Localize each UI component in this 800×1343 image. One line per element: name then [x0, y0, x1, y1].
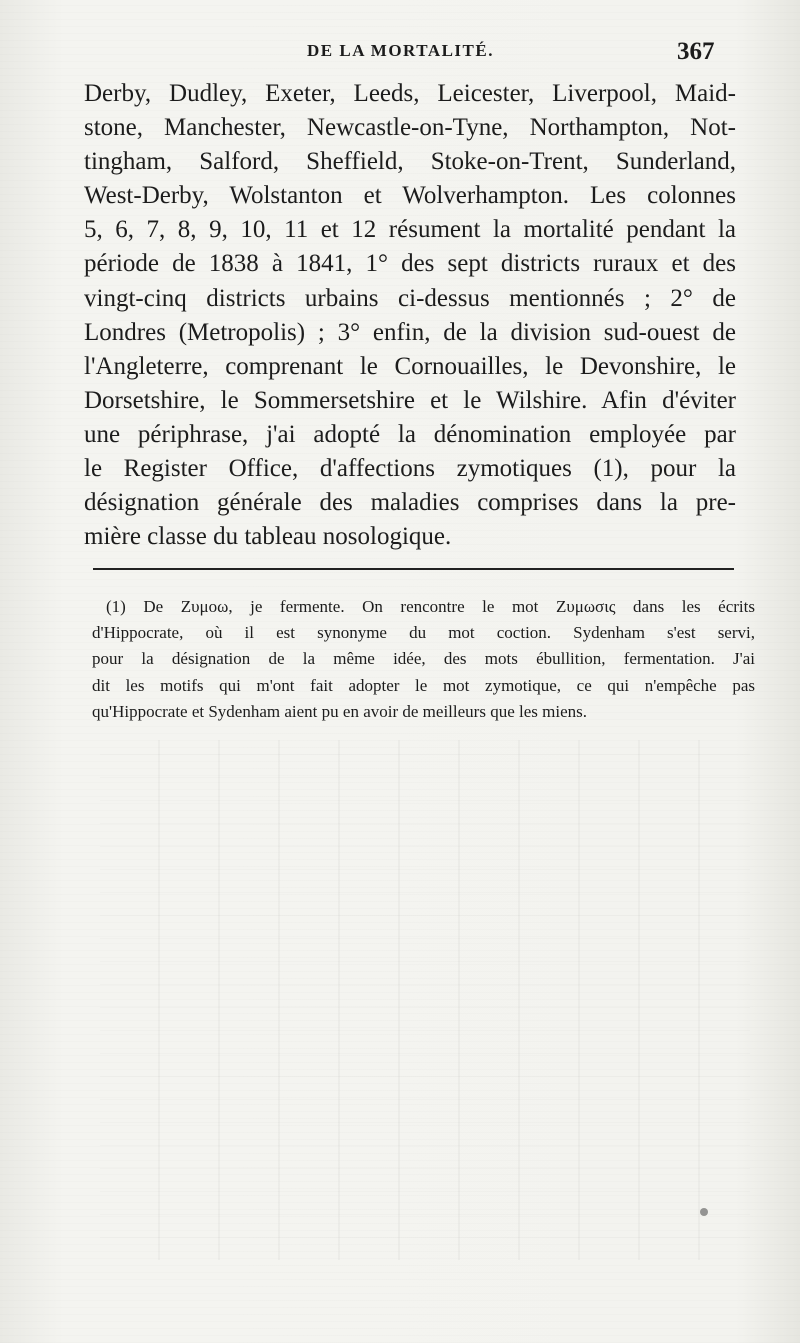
body-line: période de 1838 à 1841, 1° des sept districts ruraux et des [84, 250, 736, 278]
ink-spot [700, 1208, 708, 1216]
footnote-line: d'Hippocrate, où il est synonyme du mot coction. Sydenham s'est servi, [92, 623, 755, 643]
body-line: tingham, Salford, Sheffield, Stoke-on-Trent, Sunderland, [84, 148, 736, 176]
footnote-line: (1) De Ζυμοω, je fermente. On rencontre le mot Ζυμωσις dans les écrits [106, 597, 755, 616]
body-line: vingt-cinq districts urbains ci-dessus mentionnés ; 2° de [84, 284, 736, 312]
body-line: West-Derby, Wolstanton et Wolverhampton. Les colonnes [84, 182, 736, 210]
body-line: stone, Manchester, Newcastle-on-Tyne, Northampton, Not- [84, 114, 736, 142]
body-line: Londres (Metropolis) ; 3° enfin, de la division sud-ouest de [84, 318, 736, 346]
page-number: 367 [677, 38, 715, 65]
running-title: DE LA MORTALITÉ. [307, 41, 494, 60]
body-line: le Register Office, d'affections zymotiques (1), pour la [84, 455, 736, 483]
body-line: Derby, Dudley, Exeter, Leeds, Leicester, Liverpool, Maid- [84, 80, 736, 107]
body-line: une périphrase, j'ai adopté la dénomination employée par [84, 420, 736, 448]
body-line: Dorsetshire, le Sommersetshire et le Wilshire. Afin d'éviter [84, 386, 736, 414]
body-line: 5, 6, 7, 8, 9, 10, 11 et 12 résument la mortalité pendant la [84, 216, 736, 244]
footnote-line: dit les motifs qui m'ont fait adopter le mot zymotique, ce qui n'empêche pas [92, 675, 755, 695]
body-line: désignation générale des maladies comprises dans la pre- [84, 489, 736, 517]
running-head [0, 38, 800, 68]
footnote-line: qu'Hippocrate et Sydenham aient pu en avoir de meilleurs que les miens. [92, 701, 587, 721]
footnote [92, 594, 755, 725]
body-paragraph [84, 77, 736, 554]
footnote-line: pour la désignation de la même idée, des mots ébullition, fermentation. J'ai [92, 649, 755, 669]
body-line: l'Angleterre, comprenant le Cornouailles, le Devonshire, le [84, 352, 736, 380]
bleed-through-table [100, 740, 750, 1260]
body-line: mière classe du tableau nosologique. [84, 523, 452, 551]
footnote-separator [93, 568, 734, 570]
